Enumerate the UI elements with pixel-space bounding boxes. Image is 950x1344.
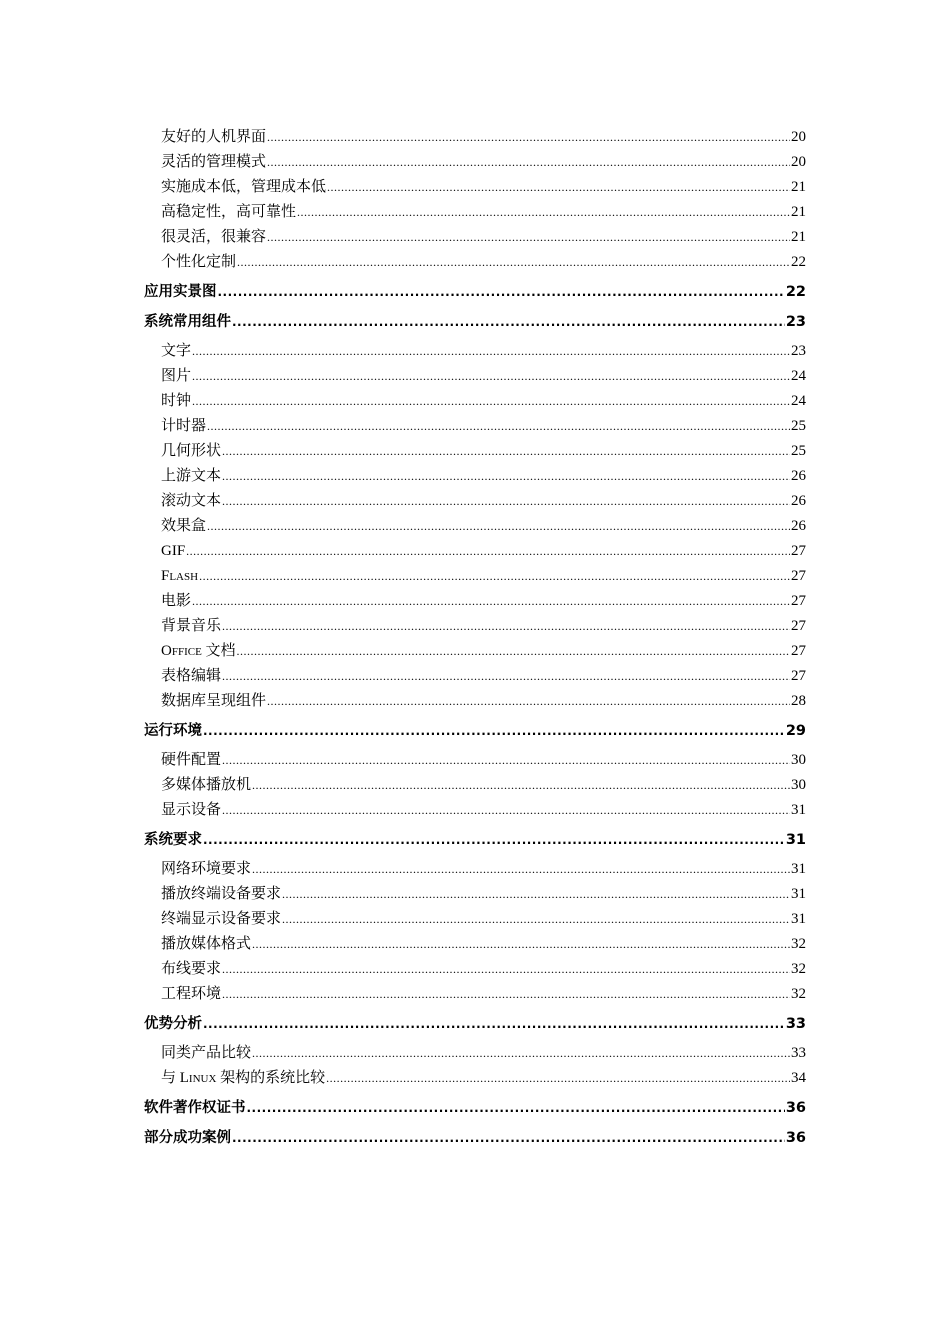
toc-entry-page: 27 [791, 568, 806, 584]
toc-entry[interactable] [144, 150, 806, 175]
toc-entry-page: 23 [791, 343, 806, 359]
toc-entry-label: 系统要求 [144, 832, 202, 848]
toc-entry[interactable] [144, 589, 806, 614]
toc-entry-page: 36 [785, 1100, 806, 1116]
toc-entry[interactable] [144, 464, 806, 489]
toc-entry-label: 播放终端设备要求 [161, 886, 282, 902]
toc-entry[interactable] [144, 175, 806, 200]
toc-entry[interactable] [144, 414, 806, 439]
toc-entry[interactable] [144, 489, 806, 514]
toc-entry-page: 33 [791, 1045, 806, 1061]
toc-entry-label: 优势分析 [144, 1016, 202, 1032]
dot-leader [222, 957, 790, 982]
toc-entry-page: 20 [791, 154, 806, 170]
toc-entry-label: 软件著作权证书 [144, 1100, 246, 1116]
dot-leader [327, 175, 790, 200]
dot-leader [267, 689, 790, 714]
dot-leader [252, 857, 790, 882]
dot-leader [222, 464, 790, 489]
dot-leader [186, 539, 790, 564]
toc-entry-label: 布线要求 [161, 961, 222, 977]
toc-entry-page: 32 [791, 961, 806, 977]
toc-entry-page: 27 [791, 643, 806, 659]
toc-entry-label: 几何形状 [161, 443, 222, 459]
dot-leader [203, 1012, 785, 1037]
toc-entry-label: 播放媒体格式 [161, 936, 252, 952]
table-of-contents [144, 125, 806, 1155]
toc-entry[interactable] [144, 639, 806, 664]
toc-entry-label: 文字 [161, 343, 192, 359]
dot-leader [247, 1096, 785, 1121]
toc-entry-label: 图片 [161, 368, 192, 384]
toc-entry-page: 33 [785, 1016, 806, 1032]
toc-entry[interactable] [144, 389, 806, 414]
toc-entry-page: 31 [791, 802, 806, 818]
toc-entry-label: GIF [161, 543, 186, 559]
toc-section-heading[interactable] [144, 1096, 806, 1121]
dot-leader [252, 1041, 790, 1066]
dot-leader [267, 125, 790, 150]
dot-leader [222, 489, 790, 514]
toc-entry[interactable] [144, 1041, 806, 1066]
toc-entry-label: Office 文档 [161, 643, 236, 659]
toc-entry[interactable] [144, 514, 806, 539]
toc-section-heading[interactable] [144, 280, 806, 305]
toc-section-heading[interactable] [144, 719, 806, 744]
toc-entry-label: 应用实景图 [144, 284, 217, 300]
toc-entry-page: 32 [791, 936, 806, 952]
toc-entry-label: 友好的人机界面 [161, 129, 267, 145]
toc-entry[interactable] [144, 614, 806, 639]
toc-entry-label: 上游文本 [161, 468, 222, 484]
dot-leader [222, 798, 790, 823]
dot-leader [222, 614, 790, 639]
toc-entry-label: 灵活的管理模式 [161, 154, 267, 170]
toc-entry[interactable] [144, 932, 806, 957]
toc-entry-page: 36 [785, 1130, 806, 1146]
toc-entry[interactable] [144, 125, 806, 150]
toc-entry-page: 25 [791, 443, 806, 459]
toc-entry[interactable] [144, 957, 806, 982]
toc-entry-page: 21 [791, 229, 806, 245]
dot-leader [252, 773, 790, 798]
toc-entry-page: 29 [785, 723, 806, 739]
toc-entry[interactable] [144, 857, 806, 882]
toc-entry-label: 高稳定性，高可靠性 [161, 204, 297, 220]
toc-entry-label: 效果盒 [161, 518, 207, 534]
toc-entry[interactable] [144, 539, 806, 564]
toc-entry[interactable] [144, 907, 806, 932]
dot-leader [252, 932, 790, 957]
toc-entry[interactable] [144, 364, 806, 389]
dot-leader [232, 310, 785, 335]
toc-entry-label: 网络环境要求 [161, 861, 252, 877]
toc-entry-page: 27 [791, 543, 806, 559]
toc-entry[interactable] [144, 748, 806, 773]
toc-entry-label: 工程环境 [161, 986, 222, 1002]
toc-section-heading[interactable] [144, 310, 806, 335]
toc-entry-page: 27 [791, 593, 806, 609]
toc-entry-page: 21 [791, 179, 806, 195]
toc-entry[interactable] [144, 225, 806, 250]
dot-leader [192, 389, 790, 414]
toc-entry[interactable] [144, 773, 806, 798]
toc-entry-label: 滚动文本 [161, 493, 222, 509]
toc-entry-page: 22 [791, 254, 806, 270]
toc-entry-page: 21 [791, 204, 806, 220]
toc-entry-page: 22 [785, 284, 806, 300]
dot-leader [237, 639, 790, 664]
dot-leader [203, 719, 785, 744]
toc-entry-page: 27 [791, 618, 806, 634]
toc-entry-page: 34 [791, 1070, 806, 1086]
toc-entry-page: 24 [791, 393, 806, 409]
toc-entry[interactable] [144, 564, 806, 589]
toc-section-heading[interactable] [144, 1012, 806, 1037]
toc-entry-label: 背景音乐 [161, 618, 222, 634]
toc-entry-label: 多媒体播放机 [161, 777, 252, 793]
toc-entry-page: 30 [791, 752, 806, 768]
toc-entry-page: 31 [791, 861, 806, 877]
toc-entry-page: 23 [785, 314, 806, 330]
dot-leader [282, 907, 790, 932]
toc-entry[interactable] [144, 250, 806, 275]
toc-entry[interactable] [144, 664, 806, 689]
toc-entry[interactable] [144, 798, 806, 823]
dot-leader [207, 414, 790, 439]
dot-leader [222, 664, 790, 689]
dot-leader [192, 339, 790, 364]
toc-entry-label: 系统常用组件 [144, 314, 231, 330]
dot-leader [237, 250, 790, 275]
toc-entry[interactable] [144, 339, 806, 364]
toc-entry-page: 31 [791, 911, 806, 927]
toc-entry-page: 26 [791, 493, 806, 509]
toc-entry[interactable] [144, 1066, 806, 1091]
toc-entry-page: 27 [791, 668, 806, 684]
toc-section-heading[interactable] [144, 828, 806, 853]
dot-leader [207, 514, 790, 539]
toc-entry-page: 31 [785, 832, 806, 848]
dot-leader [192, 589, 790, 614]
dot-leader [199, 564, 790, 589]
toc-entry-label: 个性化定制 [161, 254, 237, 270]
toc-entry-label: 表格编辑 [161, 668, 222, 684]
dot-leader [326, 1066, 790, 1091]
toc-entry[interactable] [144, 882, 806, 907]
dot-leader [203, 828, 785, 853]
toc-entry-page: 32 [791, 986, 806, 1002]
toc-entry[interactable] [144, 982, 806, 1007]
toc-entry[interactable] [144, 200, 806, 225]
toc-entry-page: 30 [791, 777, 806, 793]
dot-leader [192, 364, 790, 389]
toc-entry-label: 硬件配置 [161, 752, 222, 768]
toc-entry-page: 25 [791, 418, 806, 434]
dot-leader [232, 1126, 785, 1151]
dot-leader [222, 748, 790, 773]
toc-entry-label: 数据库呈现组件 [161, 693, 267, 709]
dot-leader [267, 150, 790, 175]
toc-section-heading[interactable] [144, 1126, 806, 1151]
toc-entry-label: 部分成功案例 [144, 1130, 231, 1146]
toc-entry-label: 显示设备 [161, 802, 222, 818]
toc-entry-label: 运行环境 [144, 723, 202, 739]
toc-entry[interactable] [144, 439, 806, 464]
dot-leader [222, 439, 790, 464]
dot-leader [282, 882, 790, 907]
toc-entry-label: 电影 [161, 593, 192, 609]
toc-entry-label: 计时器 [161, 418, 207, 434]
toc-entry-label: 很灵活，很兼容 [161, 229, 267, 245]
toc-entry-page: 26 [791, 518, 806, 534]
toc-entry-page: 28 [791, 693, 806, 709]
dot-leader [218, 280, 785, 305]
toc-entry[interactable] [144, 689, 806, 714]
toc-entry-page: 26 [791, 468, 806, 484]
toc-entry-label: 实施成本低，管理成本低 [161, 179, 327, 195]
toc-entry-label: 时钟 [161, 393, 192, 409]
dot-leader [297, 200, 790, 225]
toc-entry-label: 与 Linux 架构的系统比较 [161, 1070, 326, 1086]
dot-leader [222, 982, 790, 1007]
toc-entry-page: 20 [791, 129, 806, 145]
toc-entry-label: Flash [161, 568, 199, 584]
toc-entry-page: 24 [791, 368, 806, 384]
toc-entry-label: 终端显示设备要求 [161, 911, 282, 927]
toc-entry-label: 同类产品比较 [161, 1045, 252, 1061]
dot-leader [267, 225, 790, 250]
toc-entry-page: 31 [791, 886, 806, 902]
